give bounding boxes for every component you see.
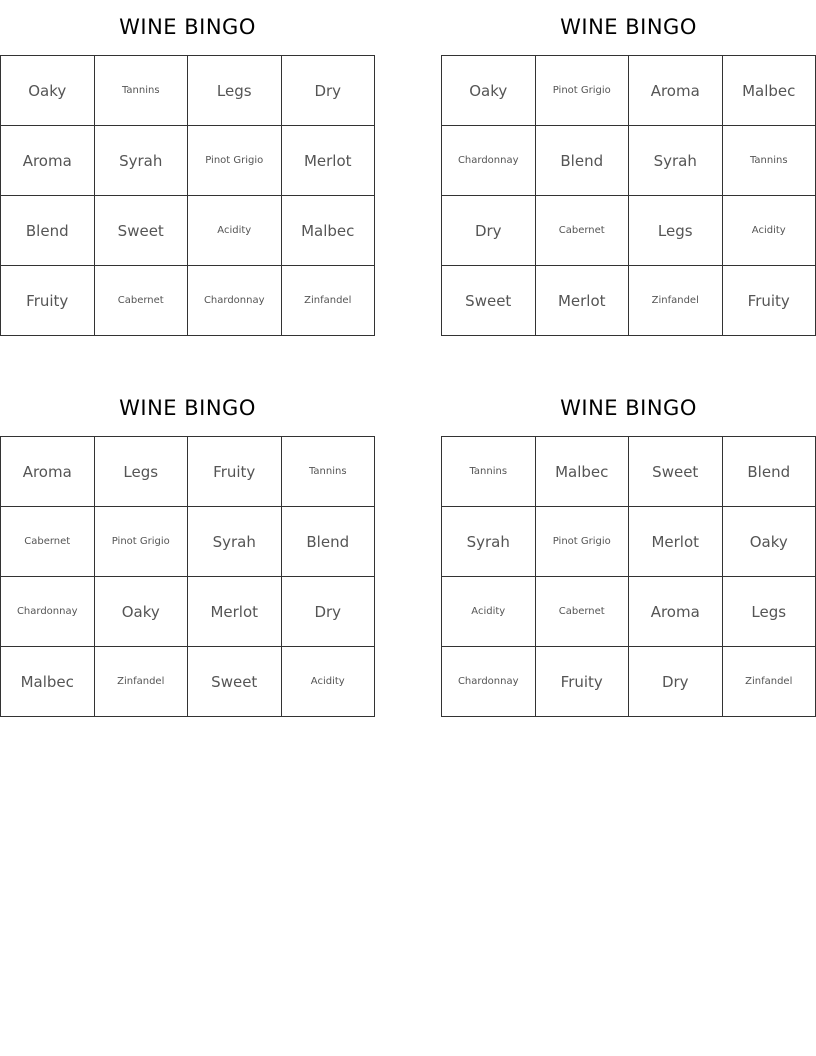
bingo-cell[interactable]: Legs <box>188 56 282 126</box>
bingo-cell[interactable]: Oaky <box>442 56 536 126</box>
bingo-cell[interactable]: Fruity <box>723 266 816 336</box>
bingo-cell[interactable]: Tannins <box>95 56 189 126</box>
bingo-cell[interactable]: Blend <box>1 196 95 266</box>
bingo-cell[interactable]: Malbec <box>723 56 816 126</box>
bingo-cell[interactable]: Blend <box>723 437 816 507</box>
bingo-card-3 <box>0 381 375 717</box>
bingo-cell[interactable]: Syrah <box>442 507 536 577</box>
bingo-cell[interactable]: Merlot <box>282 126 376 196</box>
bingo-cell[interactable]: Zinfandel <box>629 266 723 336</box>
bingo-cell[interactable]: Syrah <box>629 126 723 196</box>
bingo-cell[interactable]: Malbec <box>1 647 95 717</box>
bingo-cell[interactable]: Aroma <box>1 126 95 196</box>
bingo-cell[interactable]: Pinot Grigio <box>188 126 282 196</box>
bingo-cell[interactable]: Cabernet <box>1 507 95 577</box>
bingo-cell[interactable]: Sweet <box>629 437 723 507</box>
bingo-card-1 <box>0 0 375 336</box>
bingo-cell[interactable]: Chardonnay <box>442 126 536 196</box>
bingo-cell[interactable]: Tannins <box>723 126 816 196</box>
bingo-cell[interactable]: Merlot <box>629 507 723 577</box>
bingo-cell[interactable]: Aroma <box>1 437 95 507</box>
bingo-cell[interactable]: Acidity <box>282 647 376 717</box>
bingo-cell[interactable]: Aroma <box>629 56 723 126</box>
bingo-cell[interactable]: Dry <box>629 647 723 717</box>
bingo-grid <box>441 436 816 717</box>
bingo-cell[interactable]: Tannins <box>442 437 536 507</box>
bingo-cell[interactable]: Fruity <box>536 647 630 717</box>
bingo-cell[interactable]: Oaky <box>95 577 189 647</box>
bingo-cell[interactable]: Dry <box>442 196 536 266</box>
card-title: WINE BINGO <box>119 396 256 420</box>
bingo-cell[interactable]: Pinot Grigio <box>536 56 630 126</box>
bingo-cell[interactable]: Merlot <box>536 266 630 336</box>
bingo-cell[interactable]: Blend <box>536 126 630 196</box>
bingo-card-2 <box>441 0 816 336</box>
bingo-cell[interactable]: Oaky <box>723 507 816 577</box>
bingo-cell[interactable]: Legs <box>629 196 723 266</box>
bingo-cell[interactable]: Malbec <box>282 196 376 266</box>
bingo-cell[interactable]: Zinfandel <box>95 647 189 717</box>
card-title: WINE BINGO <box>560 396 697 420</box>
bingo-cell[interactable]: Zinfandel <box>282 266 376 336</box>
bingo-cell[interactable]: Dry <box>282 56 376 126</box>
bingo-cell[interactable]: Dry <box>282 577 376 647</box>
bingo-cell[interactable]: Pinot Grigio <box>536 507 630 577</box>
bingo-cell[interactable]: Chardonnay <box>1 577 95 647</box>
bingo-cell[interactable]: Malbec <box>536 437 630 507</box>
bingo-cell[interactable]: Acidity <box>188 196 282 266</box>
bingo-cell[interactable]: Legs <box>723 577 816 647</box>
bingo-cell[interactable]: Merlot <box>188 577 282 647</box>
bingo-cell[interactable]: Cabernet <box>95 266 189 336</box>
bingo-cell[interactable]: Acidity <box>723 196 816 266</box>
bingo-grid <box>0 55 375 336</box>
bingo-cell[interactable]: Sweet <box>442 266 536 336</box>
bingo-cell[interactable]: Blend <box>282 507 376 577</box>
card-title: WINE BINGO <box>560 15 697 39</box>
bingo-cell[interactable]: Acidity <box>442 577 536 647</box>
bingo-cell[interactable]: Syrah <box>188 507 282 577</box>
bingo-cell[interactable]: Syrah <box>95 126 189 196</box>
bingo-cell[interactable]: Cabernet <box>536 577 630 647</box>
bingo-cell[interactable]: Tannins <box>282 437 376 507</box>
bingo-cell[interactable]: Zinfandel <box>723 647 816 717</box>
bingo-cell[interactable]: Fruity <box>1 266 95 336</box>
bingo-grid <box>441 55 816 336</box>
bingo-card-4 <box>441 381 816 717</box>
bingo-cell[interactable]: Aroma <box>629 577 723 647</box>
bingo-cell[interactable]: Sweet <box>188 647 282 717</box>
bingo-cell[interactable]: Sweet <box>95 196 189 266</box>
bingo-cell[interactable]: Cabernet <box>536 196 630 266</box>
bingo-cell[interactable]: Pinot Grigio <box>95 507 189 577</box>
bingo-cell[interactable]: Chardonnay <box>188 266 282 336</box>
bingo-grid <box>0 436 375 717</box>
bingo-cell[interactable]: Chardonnay <box>442 647 536 717</box>
bingo-cell[interactable]: Fruity <box>188 437 282 507</box>
bingo-cell[interactable]: Legs <box>95 437 189 507</box>
bingo-cell[interactable]: Oaky <box>1 56 95 126</box>
card-title: WINE BINGO <box>119 15 256 39</box>
